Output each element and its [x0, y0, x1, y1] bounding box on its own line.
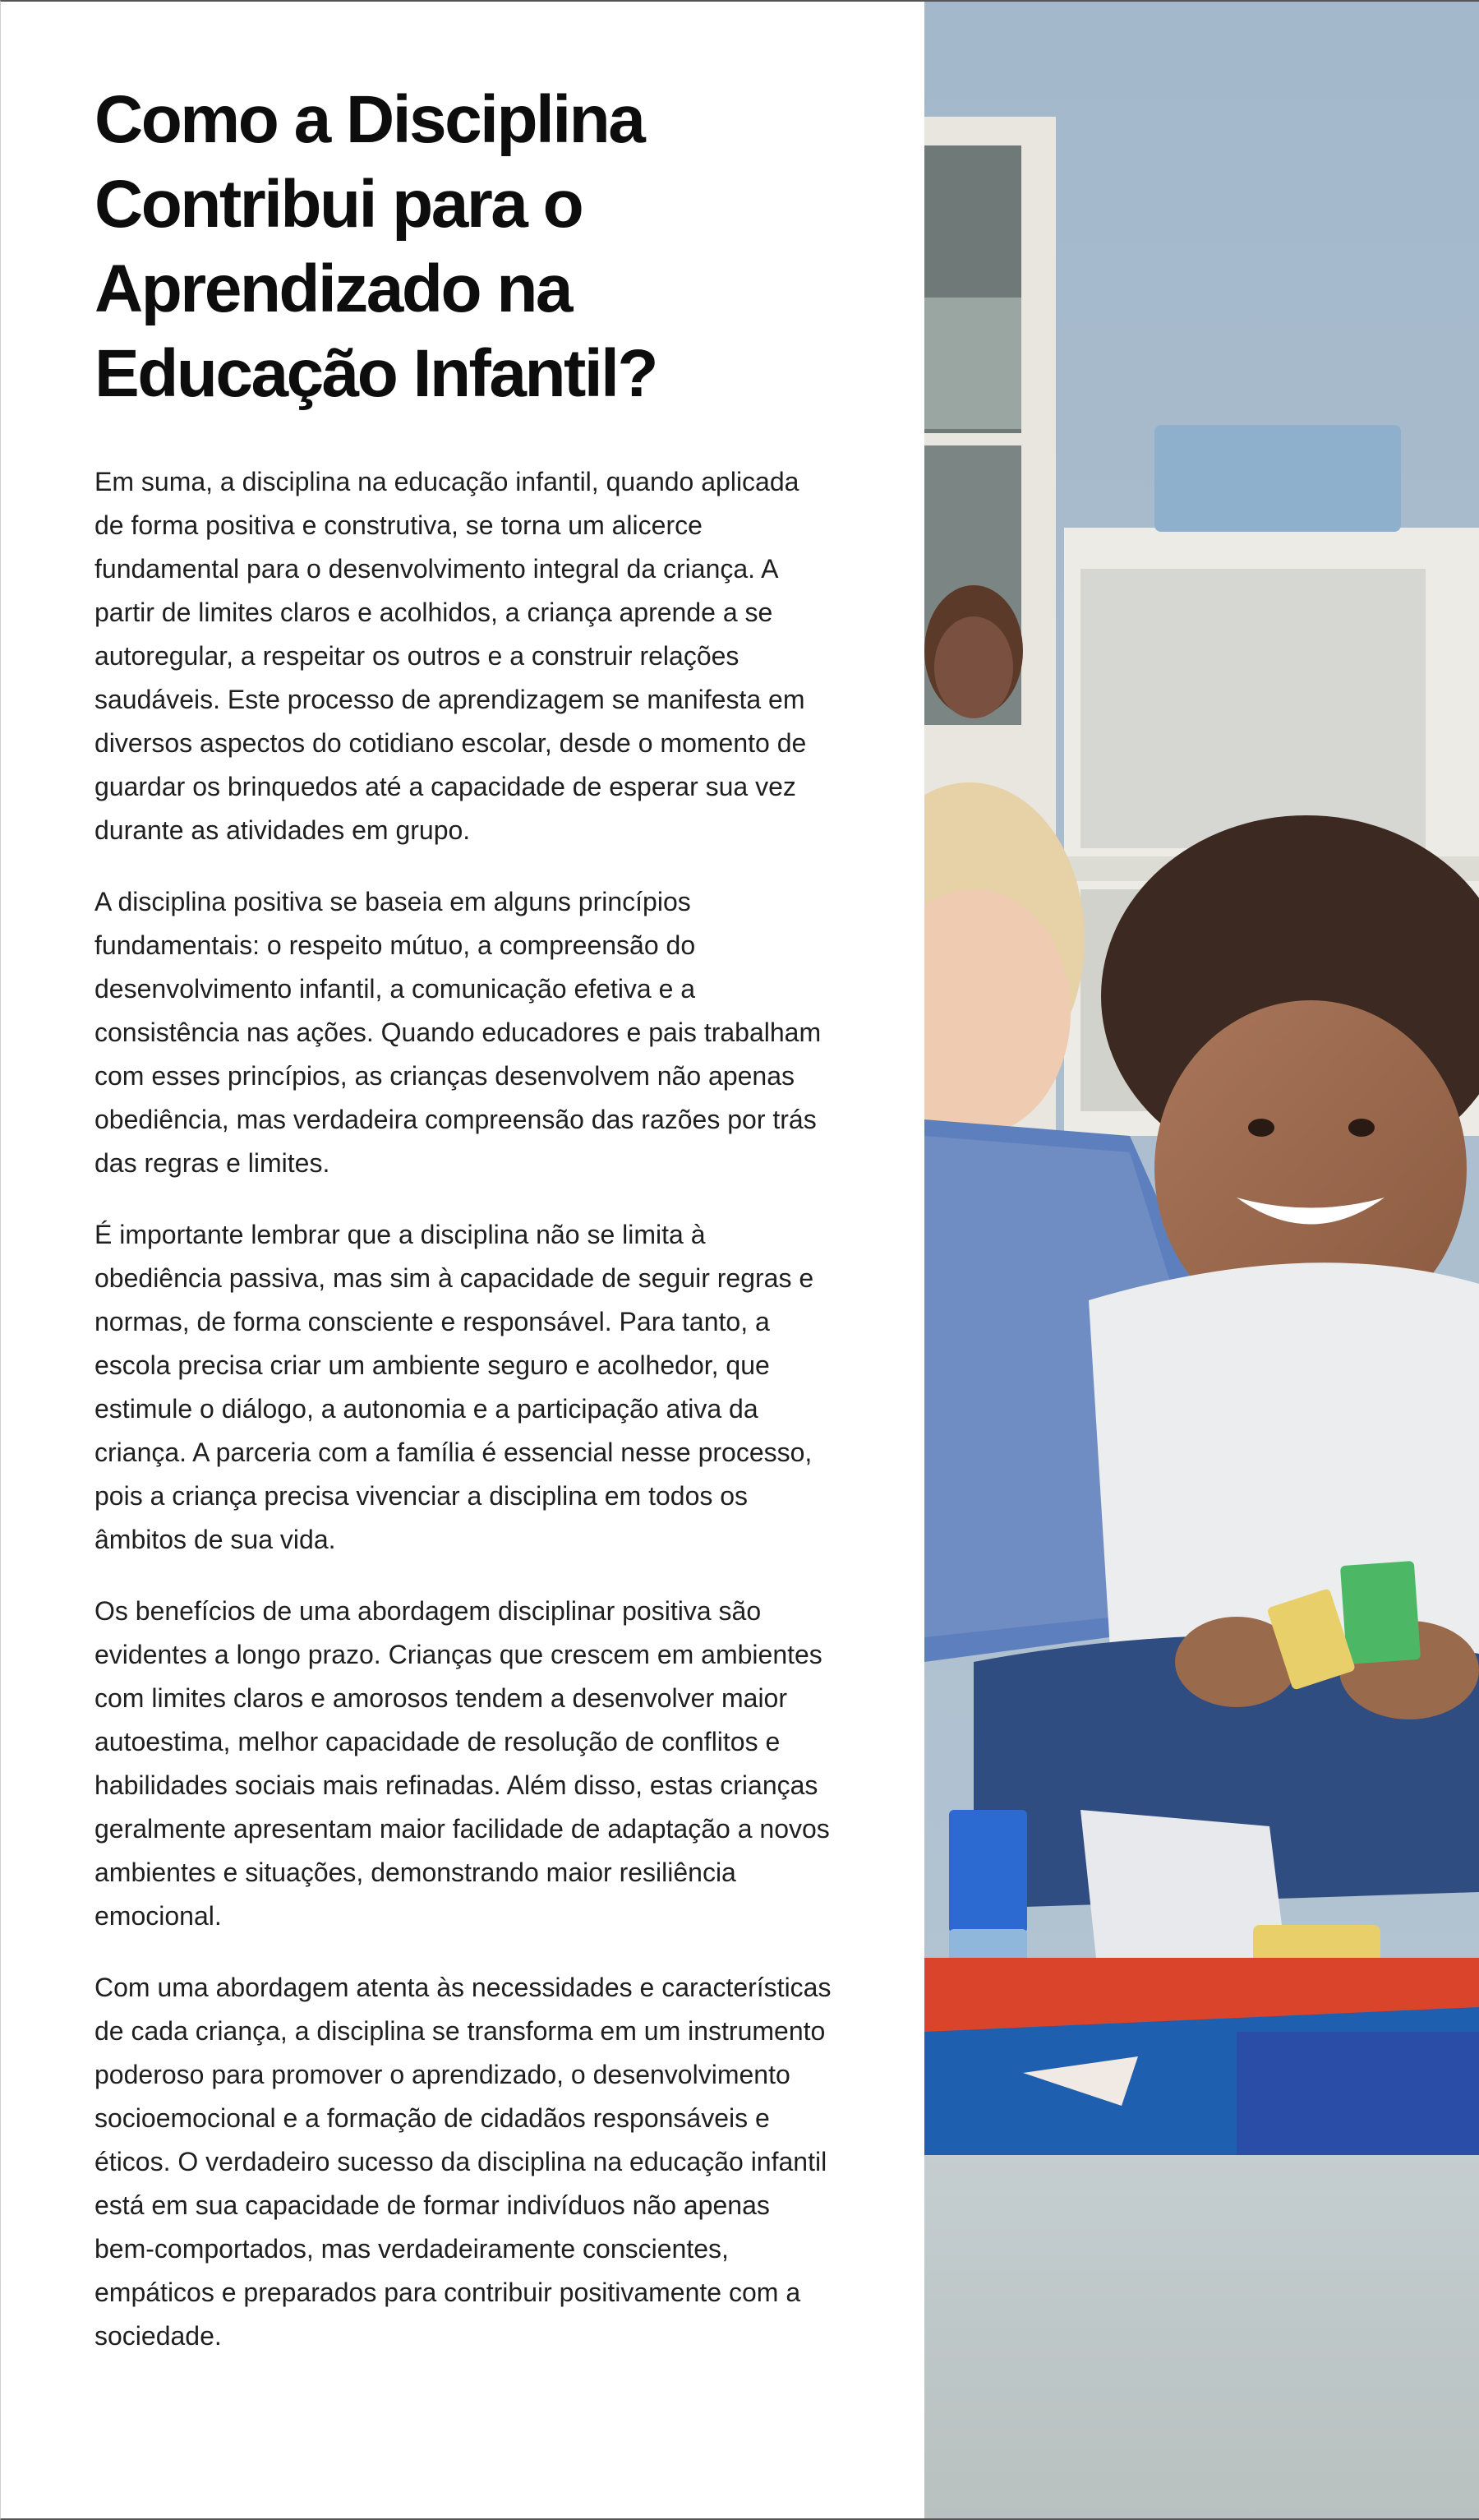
classroom-illustration: [924, 2, 1479, 2518]
article-column: [1, 2, 924, 2518]
article-title: Como a Disciplina Contribui para o Aprendizado na Educação Infantil?: [94, 82, 657, 411]
floor: [924, 2155, 1479, 2518]
children-playing-photo: [924, 2, 1479, 2518]
article-paragraph-1: Em suma, a disciplina na educação infantil, quando aplicada de forma positiva e construtiva, se torna um alicerce fundamental para o desenvolvimento integral da criança. A partir de limites claros e acolhidos, a criança aprende a se autoregular, a respeitar os outros e a construir relações saudáveis. Este processo de aprendizagem se manifesta em diversos aspectos do cotidiano escolar, desde o momento de guardar os brinquedos até a capacidade de esperar sua vez durante as atividades em grupo.: [94, 467, 807, 845]
play-rug: [924, 1958, 1479, 2155]
article-paragraph-4: Os benefícios de uma abordagem disciplinar positiva são evidentes a longo prazo. Crianças que crescem em ambientes com limites claros e amorosos tendem a desenvolver maior autoestima, melhor capacidade de resolução de conflitos e habilidades sociais mais refinadas. Além disso, estas crianças geralmente apresentam maior facilidade de adaptação a novos ambientes e situações, demonstrando maior resiliência emocional.: [94, 1596, 830, 1931]
article-paragraph-2: A disciplina positiva se baseia em alguns princípios fundamentais: o respeito mútuo, a compreensão do desenvolvimento infantil, a comunicação efetiva e a consistência nas ações. Quando educadores e pais trabalham com esses princípios, as crianças desenvolvem não apenas obediência, mas verdadeira compreensão das razões por trás das regras e limites.: [94, 887, 822, 1178]
article-paragraph-5: Com uma abordagem atenta às necessidades e características de cada criança, a disciplina se transforma em um instrumento poderoso para promover o aprendizado, o desenvolvimento socioemocional e a formação de cidadãos responsáveis e éticos. O verdadeiro sucesso da disciplina na educação infantil está em sua capacidade de formar indivíduos não apenas bem-comportados, mas verdadeiramente conscientes, empáticos e preparados para contribuir positivamente com a sociedade.: [94, 1973, 832, 2351]
article-paragraph-3: É importante lembrar que a disciplina não se limita à obediência passiva, mas sim à capacidade de seguir regras e normas, de forma consciente e responsável. Para tanto, a escola precisa criar um ambiente seguro e acolhedor, que estimule o diálogo, a autonomia e a participação ativa da criança. A parceria com a família é essencial nesse processo, pois a criança precisa vivenciar a disciplina em todos os âmbitos de sua vida.: [94, 1220, 814, 1554]
